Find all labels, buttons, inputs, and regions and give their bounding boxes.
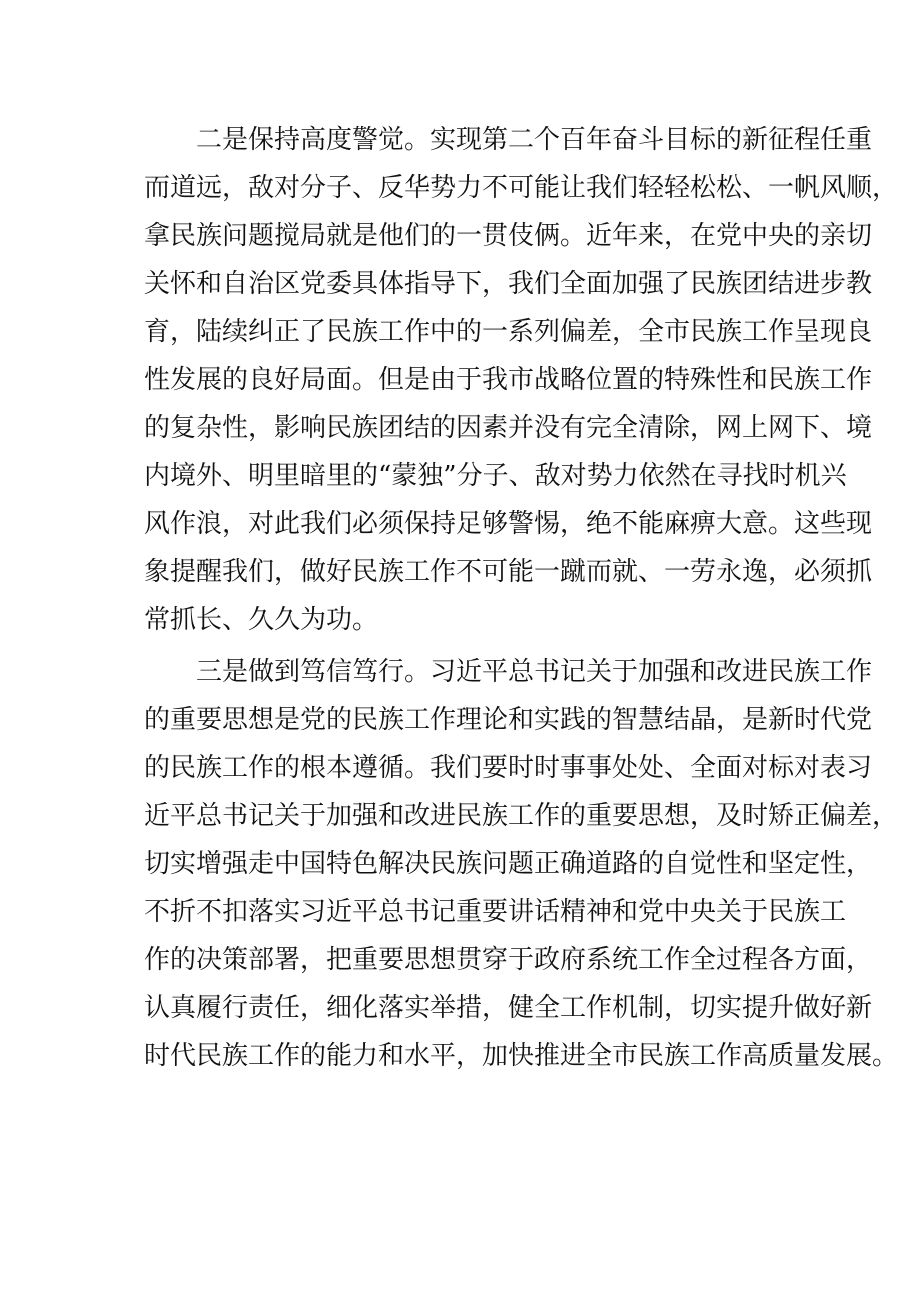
paragraph-2-line-4: 近平总书记关于加强和改进民族工作的重要思想，及时矫正偏差， bbox=[144, 801, 899, 831]
paragraph-1-line-3: 拿民族问题搅局就是他们的一贯伎俩。近年来，在党中央的亲切 bbox=[144, 221, 873, 251]
paragraph-1-line-1: 二是保持高度警觉。实现第二个百年奋斗目标的新征程任重 bbox=[196, 125, 873, 155]
paragraph-2-line-9: 时代民族工作的能力和水平，加快推进全市民族工作高质量发展。 bbox=[144, 1041, 899, 1071]
paragraph-2-line-7: 作的决策部署，把重要思想贯穿于政府系统工作全过程各方面， bbox=[144, 945, 873, 975]
paragraph-1-line-8: 内境外、明里暗里的“蒙独”分子、敌对势力依然在寻找时机兴 bbox=[144, 461, 847, 491]
paragraph-1-line-9: 风作浪，对此我们必须保持足够警惕，绝不能麻痹大意。这些现 bbox=[144, 509, 873, 539]
paragraph-2-line-6: 不折不扣落实习近平总书记重要讲话精神和党中央关于民族工 bbox=[144, 897, 847, 927]
paragraph-1-line-5: 育，陆续纠正了民族工作中的一系列偏差，全市民族工作呈现良 bbox=[144, 317, 873, 347]
paragraph-1-line-7: 的复杂性，影响民族团结的因素并没有完全清除，网上网下、境 bbox=[144, 413, 873, 443]
paragraph-2-line-8: 认真履行责任，细化落实举措，健全工作机制，切实提升做好新 bbox=[144, 993, 873, 1023]
paragraph-2-line-5: 切实增强走中国特色解决民族问题正确道路的自觉性和坚定性， bbox=[144, 849, 873, 879]
paragraph-1-line-11: 常抓长、久久为功。 bbox=[144, 605, 379, 635]
paragraph-1-line-2: 而道远，敌对分子、反华势力不可能让我们轻轻松松、一帆风顺， bbox=[144, 173, 899, 203]
paragraph-2-line-2: 的重要思想是党的民族工作理论和实践的智慧结晶，是新时代党 bbox=[144, 705, 873, 735]
paragraph-1-line-10: 象提醒我们，做好民族工作不可能一蹴而就、一劳永逸，必须抓 bbox=[144, 557, 873, 587]
paragraph-1-line-4: 关怀和自治区党委具体指导下，我们全面加强了民族团结进步教 bbox=[144, 269, 873, 299]
paragraph-1-line-6: 性发展的良好局面。但是由于我市战略位置的特殊性和民族工作 bbox=[144, 365, 873, 395]
paragraph-2-line-3: 的民族工作的根本遵循。我们要时时事事处处、全面对标对表习 bbox=[144, 753, 873, 783]
paragraph-2-line-1: 三是做到笃信笃行。习近平总书记关于加强和改进民族工作 bbox=[196, 657, 873, 687]
